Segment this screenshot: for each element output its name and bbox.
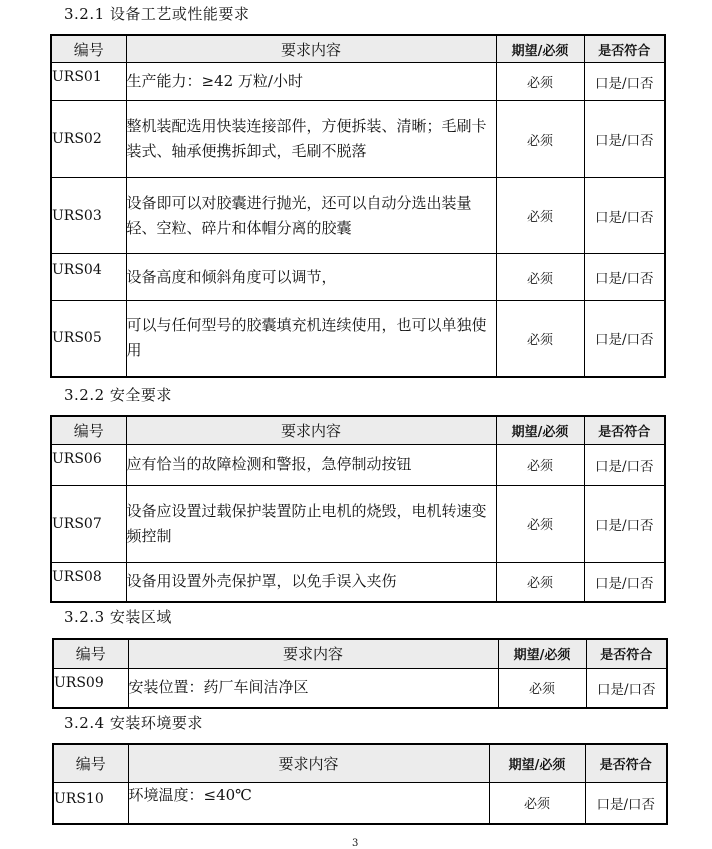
section-title-installation-environment: 3.2.4 安装环境要求 xyxy=(64,714,203,732)
header-need: 期望/必须 xyxy=(496,416,584,444)
installation-area-table xyxy=(52,638,668,709)
row-need: 必须 xyxy=(498,668,586,708)
row-content: 设备高度和倾斜角度可以调节， xyxy=(126,254,496,301)
row-id: URS09 xyxy=(53,668,128,708)
row-need: 必须 xyxy=(496,485,584,562)
row-id: URS06 xyxy=(51,444,126,485)
row-conformity: 口是/口否 xyxy=(584,63,665,101)
row-conformity: 口是/口否 xyxy=(584,301,665,377)
row-conformity: 口是/口否 xyxy=(584,254,665,301)
table-header-row xyxy=(51,416,665,444)
row-need: 必须 xyxy=(496,63,584,101)
row-id: URS03 xyxy=(51,178,126,254)
table-row xyxy=(51,485,665,562)
header-content: 要求内容 xyxy=(128,639,498,668)
row-need: 必须 xyxy=(489,782,585,824)
row-id: URS08 xyxy=(51,562,126,602)
row-need: 必须 xyxy=(496,562,584,602)
table-row xyxy=(51,562,665,602)
section-title-installation-area: 3.2.3 安装区域 xyxy=(64,608,172,626)
table-header-row xyxy=(53,744,667,782)
header-conf: 是否符合 xyxy=(584,35,665,63)
header-id: 编号 xyxy=(53,639,128,668)
row-need: 必须 xyxy=(496,254,584,301)
row-id: URS04 xyxy=(51,254,126,301)
section-title-performance: 3.2.1 设备工艺或性能要求 xyxy=(64,5,250,23)
table-header-row xyxy=(53,639,667,668)
performance-requirements-table xyxy=(50,34,666,378)
row-id: URS01 xyxy=(51,63,126,101)
header-conf: 是否符合 xyxy=(585,744,667,782)
table-row xyxy=(51,301,665,377)
table-header-row xyxy=(51,35,665,63)
header-content: 要求内容 xyxy=(126,35,496,63)
row-conformity: 口是/口否 xyxy=(584,562,665,602)
row-content: 应有恰当的故障检测和警报，急停制动按钮 xyxy=(126,444,496,485)
row-content: 可以与任何型号的胶囊填充机连续使用，也可以单独使用 xyxy=(126,301,496,377)
table-row xyxy=(53,782,667,824)
row-content: 设备即可以对胶囊进行抛光，还可以自动分选出装量轻、空粒、碎片和体帽分离的胶囊 xyxy=(126,178,496,254)
row-id: URS10 xyxy=(53,782,128,824)
row-content: 安装位置：药厂车间洁净区 xyxy=(128,668,498,708)
header-id: 编号 xyxy=(51,35,126,63)
header-conf: 是否符合 xyxy=(586,639,667,668)
header-id: 编号 xyxy=(51,416,126,444)
table-row xyxy=(51,444,665,485)
header-content: 要求内容 xyxy=(128,744,489,782)
section-title-safety: 3.2.2 安全要求 xyxy=(64,386,172,404)
table-row xyxy=(53,668,667,708)
table-row xyxy=(51,178,665,254)
row-need: 必须 xyxy=(496,444,584,485)
row-id: URS05 xyxy=(51,301,126,377)
row-content: 设备用设置外壳保护罩，以免手误入夹伤 xyxy=(126,562,496,602)
table-row xyxy=(51,101,665,178)
row-need: 必须 xyxy=(496,301,584,377)
page-number: 3 xyxy=(352,838,359,849)
safety-requirements-table xyxy=(50,415,666,603)
header-conf: 是否符合 xyxy=(584,416,665,444)
row-conformity: 口是/口否 xyxy=(585,782,667,824)
row-conformity: 口是/口否 xyxy=(584,444,665,485)
row-conformity: 口是/口否 xyxy=(584,485,665,562)
row-conformity: 口是/口否 xyxy=(584,178,665,254)
header-need: 期望/必须 xyxy=(496,35,584,63)
row-id: URS02 xyxy=(51,101,126,178)
table-row xyxy=(51,63,665,101)
row-content: 整机装配选用快装连接部件，方便拆装、清晰；毛刷卡装式、轴承便携拆卸式，毛刷不脱落 xyxy=(126,101,496,178)
row-id: URS07 xyxy=(51,485,126,562)
header-need: 期望/必须 xyxy=(498,639,586,668)
header-need: 期望/必须 xyxy=(489,744,585,782)
table-row xyxy=(51,254,665,301)
installation-environment-table xyxy=(52,743,668,825)
row-conformity: 口是/口否 xyxy=(584,101,665,178)
row-conformity: 口是/口否 xyxy=(586,668,667,708)
header-id: 编号 xyxy=(53,744,128,782)
row-need: 必须 xyxy=(496,178,584,254)
row-content: 环境温度：≤40℃ xyxy=(128,782,489,824)
header-content: 要求内容 xyxy=(126,416,496,444)
row-content: 生产能力：≥42 万粒/小时 xyxy=(126,63,496,101)
row-content: 设备应设置过载保护装置防止电机的烧毁，电机转速变频控制 xyxy=(126,485,496,562)
row-need: 必须 xyxy=(496,101,584,178)
